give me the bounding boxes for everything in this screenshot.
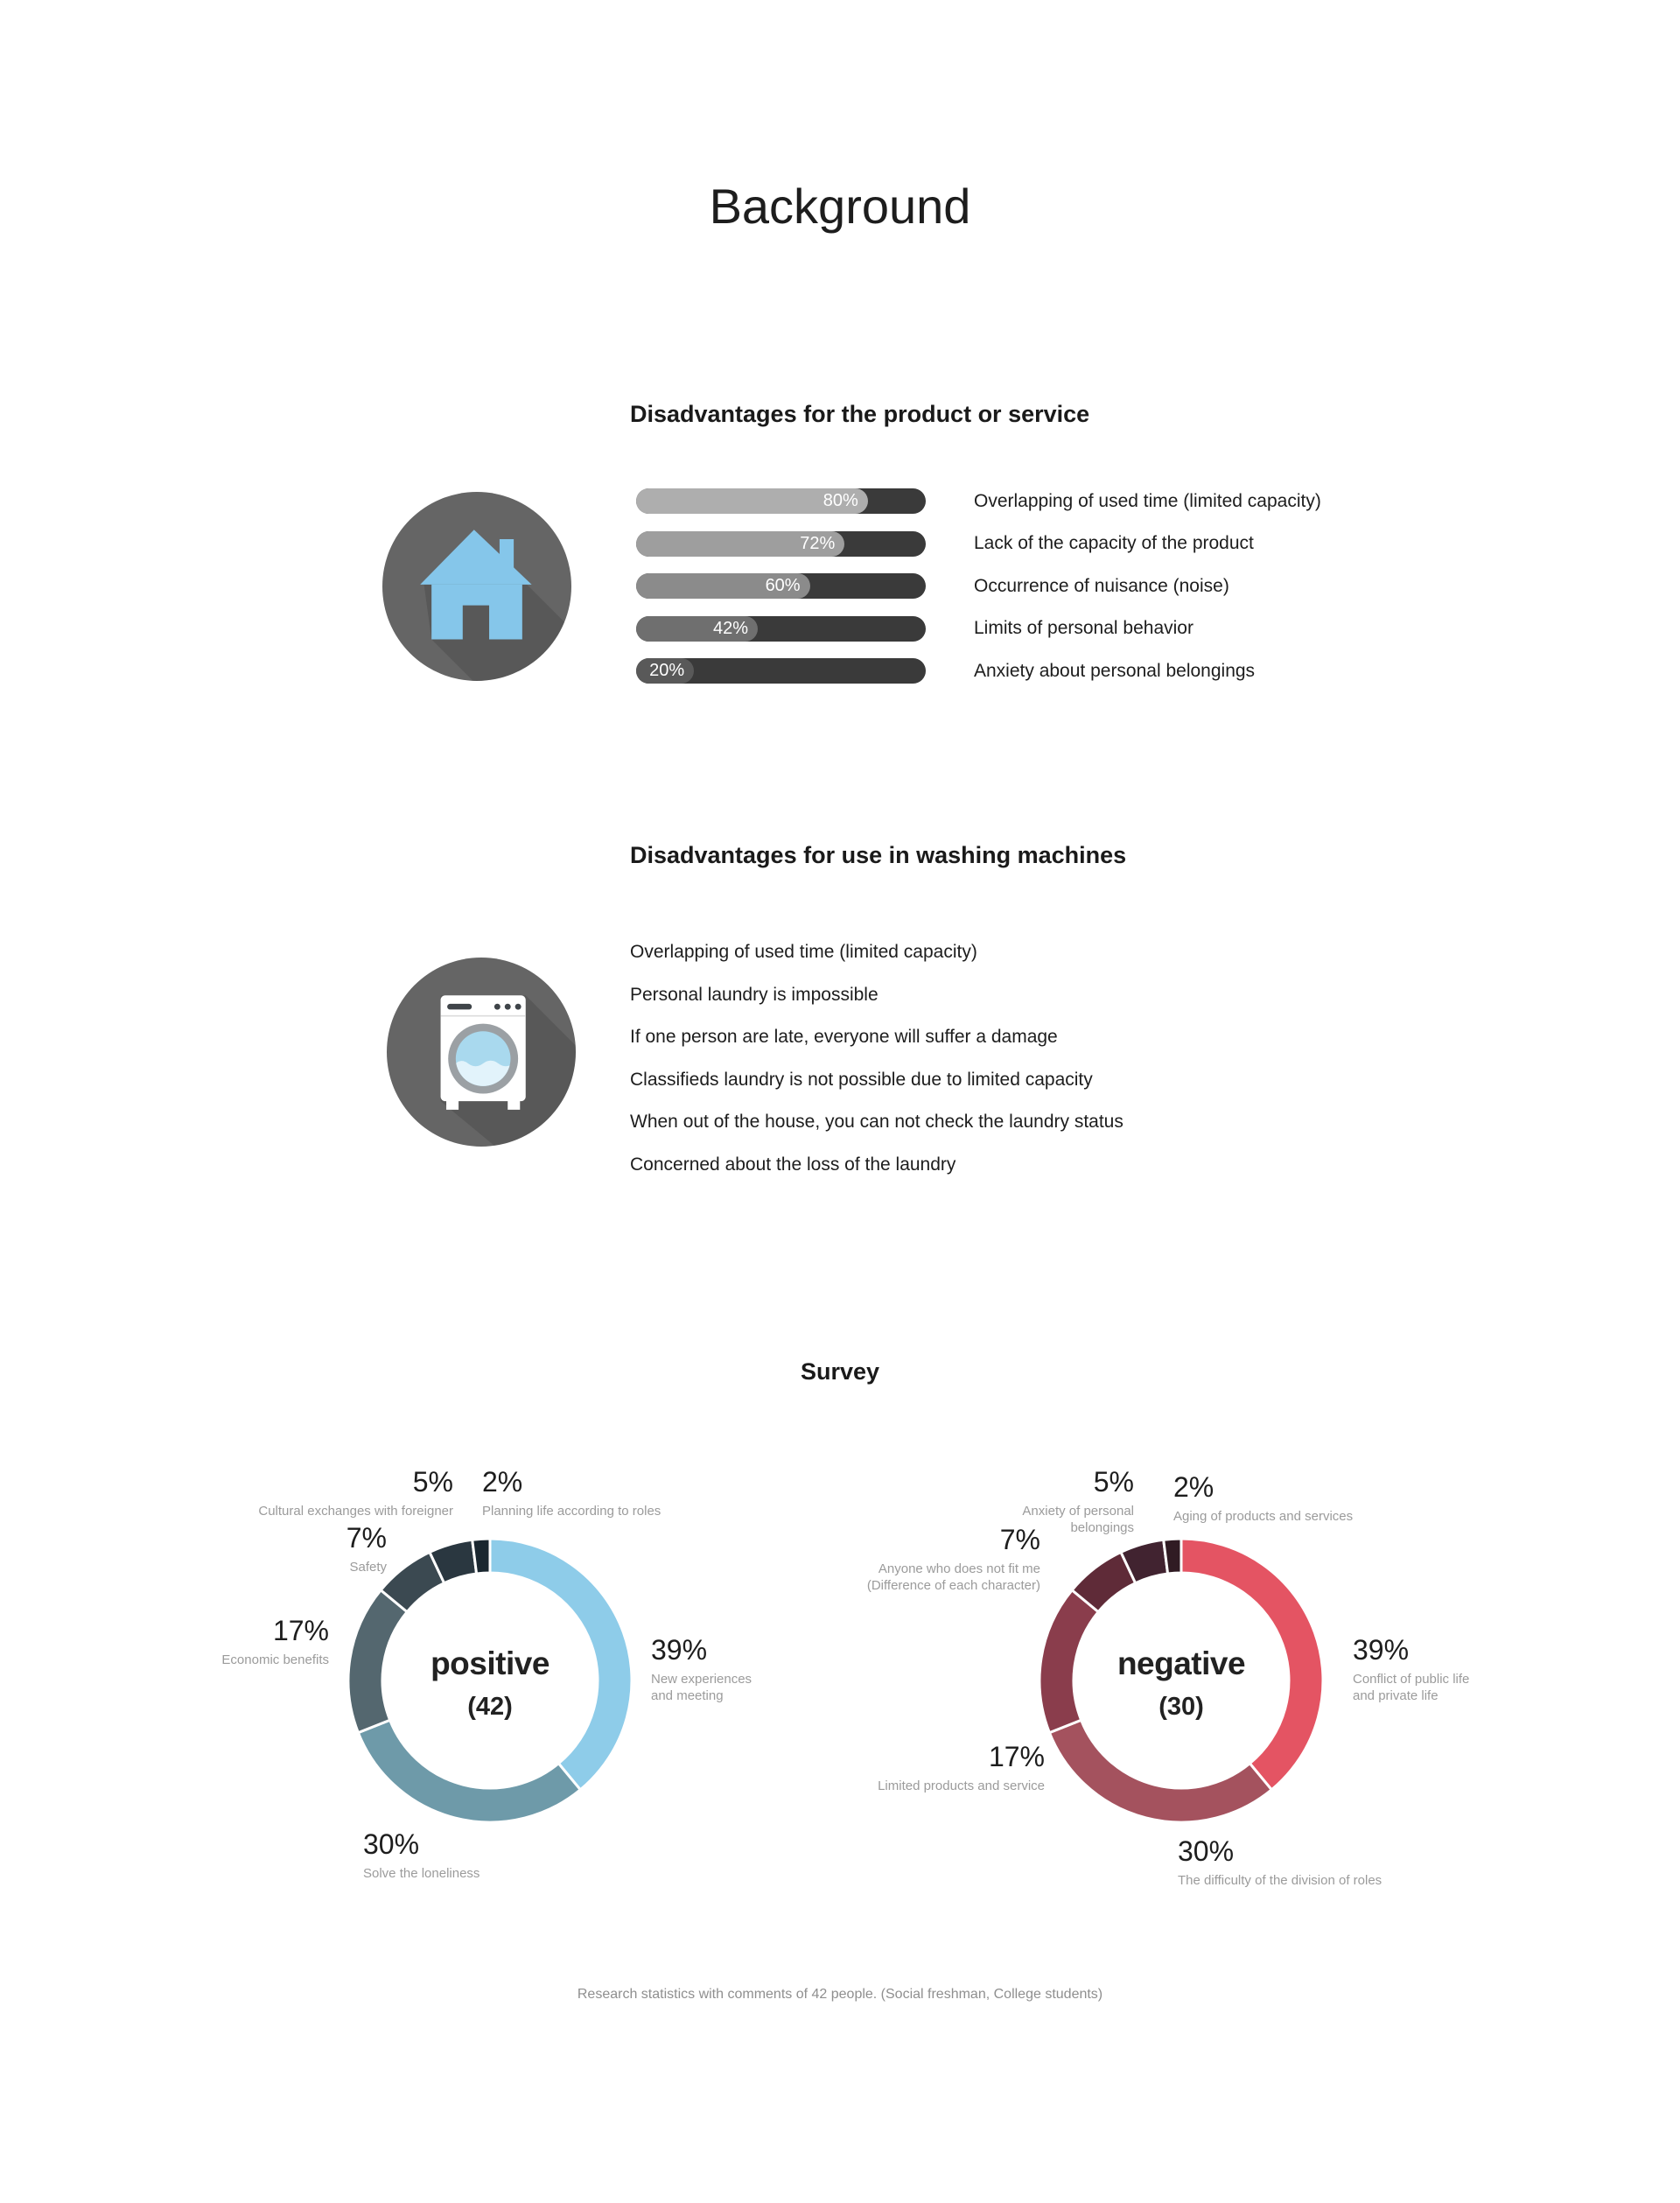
negative-callout-pct: 39% — [1353, 1634, 1410, 1666]
negative-callout-text: Aging of products and services — [1173, 1509, 1354, 1524]
positive-callout-text: Safety — [349, 1560, 387, 1575]
positive-donut-center — [341, 1645, 639, 1722]
positive-callout — [346, 1523, 387, 1575]
negative-callout — [1022, 1467, 1134, 1536]
positive-callout-pct: 5% — [412, 1466, 453, 1498]
positive-count: (42) — [467, 1693, 513, 1721]
bar-fill: 42% — [636, 616, 758, 642]
positive-callout-pct: 30% — [363, 1828, 420, 1860]
bar-category-label: Occurrence of nuisance (noise) — [974, 575, 1229, 596]
negative-callout — [1178, 1836, 1382, 1889]
positive-callout — [363, 1829, 480, 1882]
positive-callout-text: Solve the loneliness — [363, 1866, 480, 1881]
positive-segment-2% — [472, 1539, 490, 1574]
washer-icon-svg — [387, 958, 576, 1147]
positive-callout-text: New experiences and meeting — [651, 1672, 752, 1703]
section-product-heading: Disadvantages for the product or service — [630, 401, 1090, 427]
negative-callout-pct: 17% — [988, 1741, 1045, 1772]
washing-disadvantage-item: Personal laundry is impossible — [630, 984, 878, 1005]
negative-callout-pct: 7% — [999, 1524, 1040, 1555]
bar-track — [636, 616, 926, 642]
positive-callout-text: Planning life according to roles — [482, 1504, 662, 1519]
positive-segment-30% — [358, 1720, 580, 1822]
positive-callout-pct: 17% — [272, 1615, 329, 1646]
bar-fill: 72% — [636, 531, 844, 557]
negative-donut-center — [1032, 1645, 1330, 1722]
negative-callout — [867, 1525, 1040, 1594]
negative-callout — [878, 1742, 1045, 1794]
washer-slot — [447, 1004, 472, 1009]
negative-callout — [1353, 1635, 1469, 1704]
bar-track — [636, 531, 926, 557]
washer-dot — [505, 1004, 511, 1010]
bar-fill: 60% — [636, 573, 810, 599]
bar-category-label: Limits of personal behavior — [974, 618, 1194, 638]
positive-callout-pct: 39% — [651, 1634, 708, 1666]
washer-panel-seam — [441, 1015, 526, 1017]
washer-dot — [515, 1004, 522, 1010]
bar-fill: 20% — [636, 658, 694, 684]
negative-callout-pct: 5% — [1093, 1466, 1134, 1498]
survey-heading: Survey — [800, 1358, 880, 1385]
page-title: Background — [709, 179, 971, 234]
positive-callout — [482, 1467, 661, 1519]
washing-disadvantage-list — [630, 931, 1124, 1186]
negative-callout-text: Anyone who does not fit me (Difference of each character) — [866, 1561, 1040, 1593]
washing-disadvantage-item: Concerned about the loss of the laundry — [630, 1154, 956, 1175]
washing-disadvantage-item: Overlapping of used time (limited capacity) — [630, 942, 977, 963]
bar-track — [636, 658, 926, 684]
house-icon — [382, 492, 571, 681]
washer-dot — [494, 1004, 500, 1010]
negative-callout-pct: 30% — [1178, 1835, 1235, 1867]
negative-callout-text: Anxiety of personal belongings — [1022, 1504, 1134, 1535]
bar-chart-labels — [974, 488, 1321, 684]
bar-track — [636, 488, 926, 514]
bar-track — [636, 573, 926, 599]
house-icon-svg — [382, 492, 571, 681]
bar-chart — [636, 488, 926, 684]
positive-callout-pct: 7% — [346, 1522, 387, 1554]
negative-label: negative — [1116, 1645, 1246, 1681]
washing-disadvantage-item: If one person are late, everyone will suffer a damage — [630, 1027, 1058, 1048]
negative-callout-text: The difficulty of the division of roles — [1178, 1873, 1382, 1888]
section-washing-heading: Disadvantages for use in washing machines — [630, 842, 1127, 868]
washing-disadvantage-item: When out of the house, you can not check the laundry status — [630, 1112, 1124, 1133]
positive-callout — [258, 1467, 453, 1519]
positive-label: positive — [430, 1645, 550, 1681]
negative-callout-text: Limited products and service — [878, 1779, 1045, 1793]
negative-count: (30) — [1158, 1693, 1204, 1721]
survey-footnote: Research statistics with comments of 42 people. (Social freshman, College students) — [577, 1987, 1103, 2002]
negative-callout-text: Conflict of public life and private life — [1353, 1672, 1470, 1703]
bar-category-label: Anxiety about personal belongings — [974, 660, 1256, 681]
positive-callout-pct: 2% — [482, 1466, 523, 1498]
washing-disadvantage-item: Classifieds laundry is not possible due to limited capacity — [630, 1069, 1093, 1090]
negative-callout — [1173, 1472, 1353, 1525]
washing-machine-icon — [387, 958, 576, 1147]
positive-callout-text: Economic benefits — [221, 1652, 329, 1667]
bar-category-label: Overlapping of used time (limited capacity) — [974, 490, 1321, 511]
negative-segment-2% — [1164, 1539, 1181, 1574]
negative-callout-pct: 2% — [1173, 1471, 1214, 1503]
positive-callout — [221, 1616, 329, 1668]
positive-callout-text: Cultural exchanges with foreigner — [258, 1504, 453, 1519]
bar-fill: 80% — [636, 488, 868, 514]
positive-callout — [651, 1635, 752, 1704]
negative-segment-30% — [1049, 1720, 1271, 1822]
bar-category-label: Lack of the capacity of the product — [974, 533, 1254, 553]
